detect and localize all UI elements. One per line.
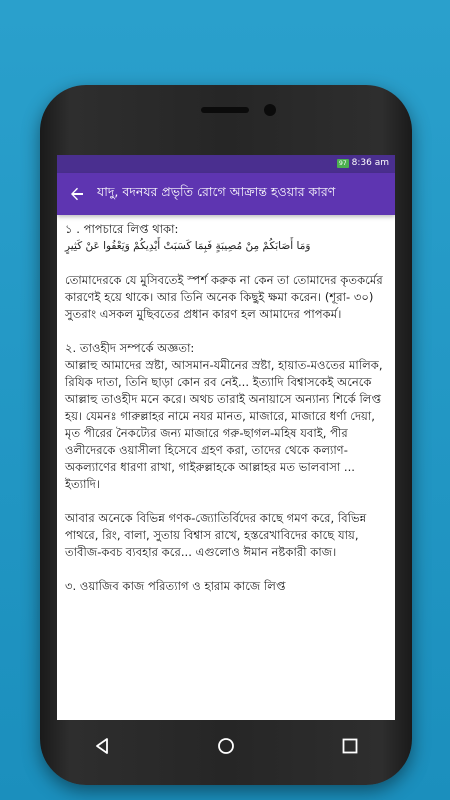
item2-text-b: আবার অনেকে বিভিন্ন গণক-জ্যোতির্বিদের কাছে গমণ করে, বিভিন্ন পাথরে, রিং, বালা, সুতায় বিশ্বাস রাখে, হস্তরেখাবিদের কাছে যায়, তাবীজ-কবচ ব্যবহার করে... এগুলোও ঈমান নষ্টকারী কাজ। xyxy=(65,511,367,559)
item1-heading: ১ . পাপচারে লিপ্ত থাকা: xyxy=(65,222,179,236)
clock: 8:36 am xyxy=(351,158,389,168)
arrow-back-icon xyxy=(69,186,85,202)
back-button[interactable] xyxy=(57,173,97,215)
item2-heading: ২. তাওহীদ সম্পর্কে অজ্ঞতা: xyxy=(65,341,195,355)
battery-icon: 97 xyxy=(339,159,347,167)
nav-home-button[interactable] xyxy=(206,731,246,761)
nav-back-button[interactable] xyxy=(82,731,122,761)
nav-home-icon xyxy=(217,737,235,755)
page-title: যাদু, বদনযর প্রভৃতি রোগে আক্রান্ত হওয়ার কারণ xyxy=(97,184,336,199)
nav-back-icon xyxy=(93,737,111,755)
app-bar xyxy=(57,173,395,215)
nav-recents-icon xyxy=(341,737,359,755)
nav-recents-button[interactable] xyxy=(330,731,370,761)
navigation-bar xyxy=(40,726,412,766)
status-indicators xyxy=(337,158,389,168)
arabic-verse: وَمَا أَصَابَكُمْ مِنْ مُصِيبَةٍ فَبِمَا كَسَبَتْ أَيْدِيكُمْ وَيَعْفُوا عَنْ كَثِيرٍ xyxy=(65,240,311,252)
item1-text: তোমাদেরকে যে মুসিবতেই স্পর্শ করুক না কেন তা তোমাদের কৃতকর্মের কারণেই হয়ে থাকে। আর তিনি অনেক কিছুই ক্ষমা করেন। (শূরা- ৩০) সুতরাং এসকল মুছিবতের প্রধান কারণ হল আমাদের পাপকর্ম। xyxy=(65,273,383,321)
item2-text: আল্লাহু আমাদের স্রষ্টা, আসমান-যমীনের স্রষ্টা, হায়াত-মওতের মালিক, রিযিক দাতা, তিনি ছাড়া কোন রব নেই... ইত্যাদি বিশ্বাসকেই অনেকে আল্লাহু তাওহীদ মনে করে। অথচ তারাই অনায়াসে অন্যান্য শির্কে লিপ্ত হয়। যেমনঃ গারুল্লাহর নামে নযর মানত, মাজারে, মাজারে ধর্ণা দেয়া, মৃত পীরের নৈকট্যের জন্য মাজারে গরু-ছাগল-মহিষ যবাই, পীর ওলীদেরকে ওয়াসীলা হিসেবে গ্রহণ করা, তাদের থেকে কল্যাণ-অকল্যাণের ধারণা রাখা, গাইরুল্লাহকে আল্লাহর মত ভালবাসা ... ইত্যাদি। xyxy=(65,358,383,491)
speaker-grille xyxy=(201,107,249,113)
status-bar xyxy=(57,155,395,173)
front-camera xyxy=(264,104,276,116)
item3-heading: ৩. ওয়াজিব কাজ পরিত্যাগ ও হারাম কাজে লিপ্ত xyxy=(65,579,286,593)
article-body xyxy=(65,221,387,595)
phone-frame xyxy=(40,85,412,785)
screen xyxy=(57,155,395,720)
